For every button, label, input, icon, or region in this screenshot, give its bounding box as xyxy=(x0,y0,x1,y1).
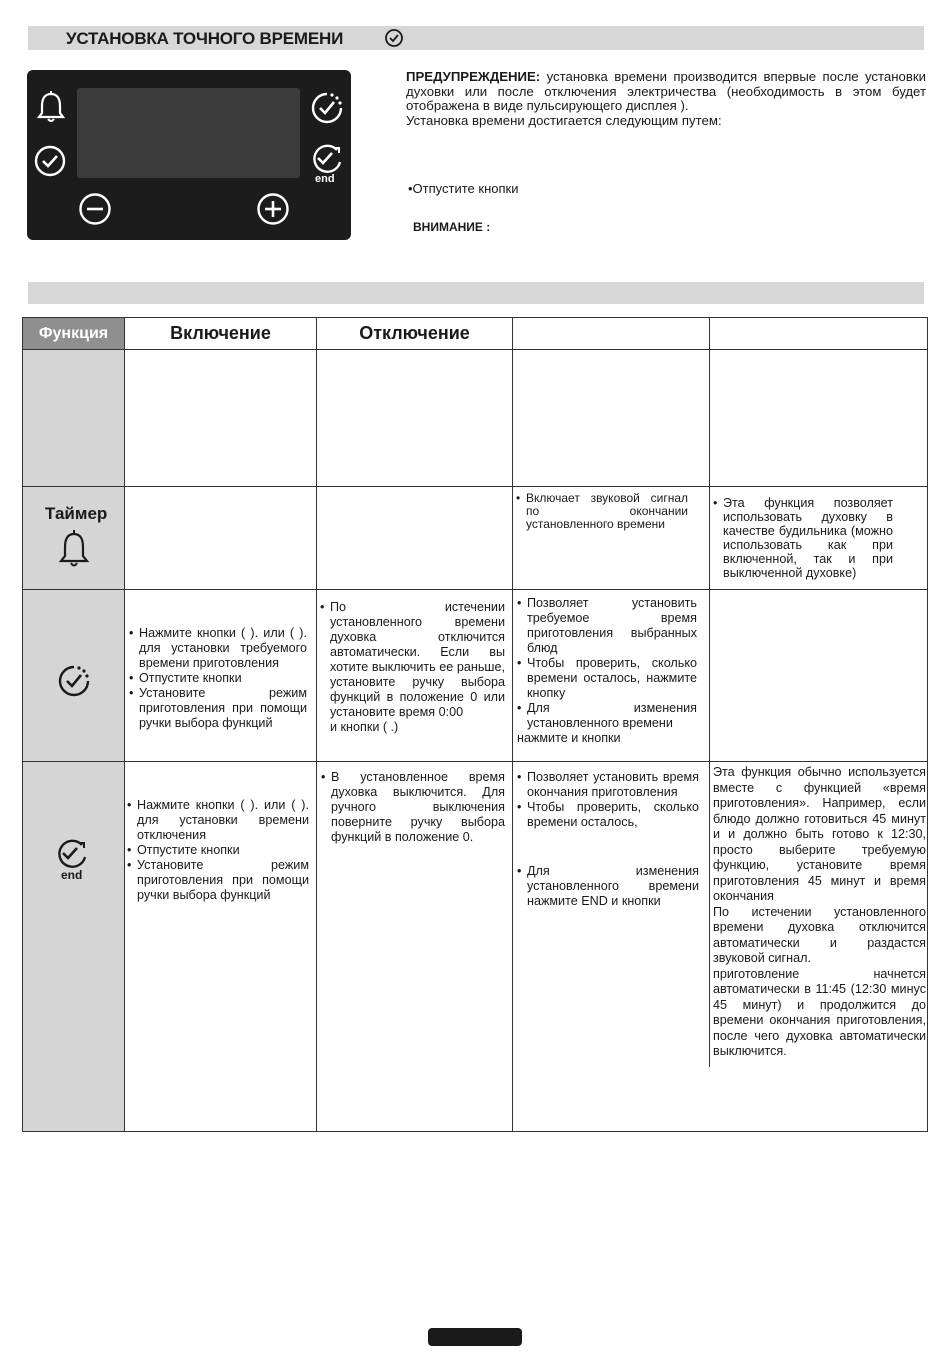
end-col4 xyxy=(517,770,699,909)
list-item: • Отпустите кнопки xyxy=(129,671,307,686)
timer-label: Таймер xyxy=(45,504,108,523)
end-col5-para: По истечении установленного времени духовка отключится автоматически и раздастся звуковой сигнал. xyxy=(713,904,926,965)
attention-label: ВНИМАНИЕ : xyxy=(413,220,491,234)
header-on: Включение xyxy=(170,323,271,343)
list-item: • Позволяет установить требуемое время приготовления выбранных блюд xyxy=(517,596,697,656)
clock-dots-icon[interactable] xyxy=(309,90,345,126)
plus-icon[interactable] xyxy=(256,192,290,226)
warning-label: ПРЕДУПРЕЖДЕНИЕ: xyxy=(406,69,541,84)
row-divider xyxy=(23,589,927,590)
end-col5-para: Эта функция обычно используется вместе с функцией «время приготовления». Например, если блюдо должно готовиться 45 минут и и должно быть готово к 12:30, просто выберите требуемую функцию, установите время приготовления 45 минут и время окончания xyxy=(713,765,926,903)
clock-dots-icon xyxy=(55,662,93,700)
list-item: • Установите режим приготовления при помощи ручки выбора функций xyxy=(127,858,309,903)
function-table xyxy=(22,317,928,1132)
row-divider xyxy=(23,761,927,762)
list-item: • Для изменения установленного времени нажмите END и кнопки xyxy=(517,864,699,909)
list-item: • Нажмите кнопки ( ). или ( ). для установки времени отключения xyxy=(127,798,309,843)
end-clock-icon xyxy=(53,836,93,882)
row-divider xyxy=(23,349,927,350)
end-col5 xyxy=(713,765,926,1060)
display-screen xyxy=(77,88,300,178)
svg-text:end: end xyxy=(61,868,83,882)
header-col5 xyxy=(710,318,927,349)
duration-col4-note: нажмите и кнопки xyxy=(517,731,621,745)
list-item: • Чтобы проверить, сколько времени осталось, нажмите кнопку xyxy=(517,656,697,701)
end-off xyxy=(321,770,505,845)
list-item: • В установленное время духовка выключится. Для ручного выключения поверните ручку выбора функций в положение 0. xyxy=(321,770,505,845)
end-col5-para: приготовление начнется автоматически в 11:45 (12:30 минус 45 минут) и продолжится до времени окончания приготовления, после чего духовка автоматически выключится. xyxy=(713,966,926,1058)
col-divider xyxy=(512,318,513,1131)
section-band xyxy=(28,282,924,304)
list-item: • Включает звуковой сигнал по окончании установленного времени xyxy=(516,492,688,531)
end-clock-icon[interactable] xyxy=(309,142,347,184)
col-divider xyxy=(709,318,710,589)
duration-on xyxy=(129,626,307,731)
function-column xyxy=(23,318,125,1131)
end-on xyxy=(127,798,309,903)
header-off: Отключение xyxy=(359,323,470,343)
header-function: Функция xyxy=(23,318,124,349)
duration-off-note: и кнопки ( .) xyxy=(330,720,399,734)
section-title-band xyxy=(28,26,924,50)
clock-check-icon[interactable] xyxy=(33,144,67,178)
duration-col4 xyxy=(517,596,697,746)
timer-col4 xyxy=(516,492,688,531)
list-item: • Для изменения установленного времени xyxy=(517,701,697,731)
row-divider xyxy=(23,486,927,487)
control-panel xyxy=(27,70,351,240)
warning-line2: Установка времени достигается следующим путем: xyxy=(406,112,722,128)
list-item: • Установите режим приготовления при помощи ручки выбора функций xyxy=(129,686,307,731)
list-item: • Позволяет установить время окончания приготовления xyxy=(517,770,699,800)
section-title: УСТАНОВКА ТОЧНОГО ВРЕМЕНИ xyxy=(66,29,344,48)
svg-text:end: end xyxy=(315,173,335,184)
release-note: •Отпустите кнопки xyxy=(408,181,519,196)
list-item: • Эта функция позволяет использовать духовку в качестве будильника (можно использовать как при включенной, так и при выключенной духовке) xyxy=(713,496,893,580)
list-item: • По истечении установленного времени духовка отключится автоматически. Если вы хотите выключить ее раньше, установите ручку выбора функций в положение 0 или установите время 0:00 xyxy=(320,600,505,720)
duration-off xyxy=(320,600,505,735)
list-item: • Нажмите кнопки ( ). или ( ). для установки требуемого времени приготовления xyxy=(129,626,307,671)
list-item: • Отпустите кнопки xyxy=(127,843,309,858)
warning-text: установка времени производится впервые после установки духовки или после отключения электричества (необходимость в этом будет отображена в виде пульсирующего дисплея ). xyxy=(406,69,926,114)
bell-icon xyxy=(57,528,91,570)
timer-col5 xyxy=(713,496,893,580)
warning-paragraph xyxy=(406,70,926,128)
clock-check-icon xyxy=(384,28,404,48)
list-item: • Чтобы проверить, сколько времени осталось, xyxy=(517,800,699,830)
col-divider xyxy=(709,589,710,1067)
page-number-tab xyxy=(428,1328,522,1346)
header-col4 xyxy=(513,318,709,349)
minus-icon[interactable] xyxy=(78,192,112,226)
bell-icon[interactable] xyxy=(35,90,67,124)
col-divider xyxy=(316,318,317,1131)
